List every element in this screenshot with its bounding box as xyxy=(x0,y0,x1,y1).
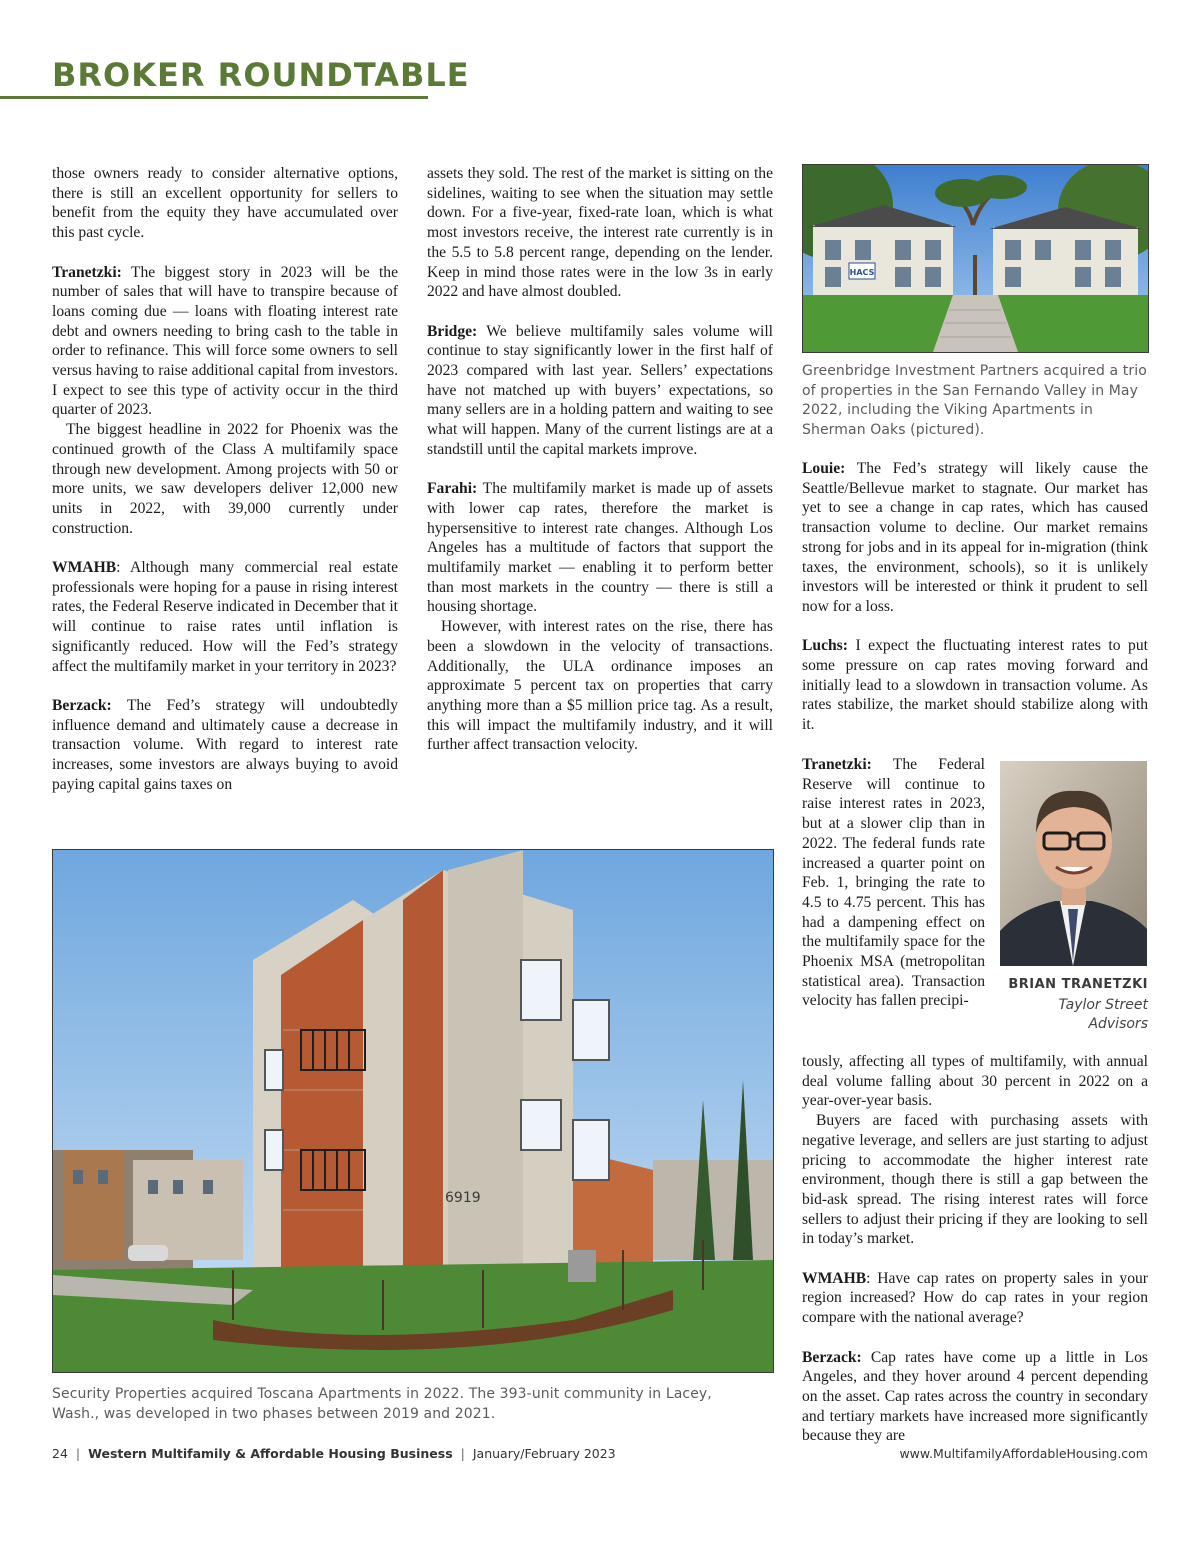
section-title: BROKER ROUNDTABLE xyxy=(52,56,470,94)
column-3-wrap xyxy=(802,755,985,1011)
section-rule xyxy=(0,96,428,99)
speaker-name: Berzack: xyxy=(802,1348,862,1366)
speaker-name: WMAHB xyxy=(802,1269,867,1287)
column-3-lower xyxy=(802,1052,1148,1466)
speaker-name: Farahi: xyxy=(427,480,478,498)
paragraph: However, with interest rates on the rise, there has been a slowdown in the velocity of transactions. Additionally, the ULA ordinance imposes an approximate 5 percent tax on properties that carry anything more than a $5 million price tag. As a result, this will impact the multifamily industry, and it will further affect transaction velocity. xyxy=(427,618,773,754)
viking-apartments-photo xyxy=(802,164,1149,353)
paragraph: assets they sold. The rest of the market is sitting on the sidelines, waiting to see when the situation may settle down. For a five-year, fixed-rate loan, which is what most investors receive, the interest rate currently is in the 5.5 to 5.8 percent range, depending on the lender. Keep in mind those rates were in the low 3s in early 2022 and have almost doubled. xyxy=(427,165,773,301)
speaker-name: Louie: xyxy=(802,460,846,477)
page-number: 24 xyxy=(52,1446,68,1461)
brian-tranetzki-headshot xyxy=(1000,761,1147,966)
speaker-name: WMAHB xyxy=(52,559,117,577)
speaker-name: Luchs: xyxy=(802,637,848,655)
paragraph: Buyers are faced with purchasing assets with negative leverage, and sellers are just starting to adjust pricing to accommodate the higher interest rate environment, though there is still a gap between the bid-ask spread. The rising interest rates will force sellers to adjust their pricing if they are looking to sell in today’s market. xyxy=(802,1112,1148,1248)
column-1 xyxy=(52,164,398,814)
building-number: 6919 xyxy=(445,1190,481,1206)
paragraph: tously, affecting all types of multifamily, with annual deal volume falling about 30 percent in 2022 on a year-over-year basis. xyxy=(802,1053,1148,1110)
speaker-name: Tranetzki: xyxy=(802,756,872,773)
footer-left: 24 | Western Multifamily & Affordable Housing Business | January/February 2023 xyxy=(52,1446,616,1461)
toscana-apartments-photo xyxy=(52,849,774,1373)
column-2 xyxy=(427,164,773,775)
speaker-name: Bridge: xyxy=(427,322,478,340)
question: WMAHB: Have cap rates on property sales in your region increased? How do cap rates in your region compare with the national average? xyxy=(802,1269,1148,1327)
speaker-name: Berzack: xyxy=(52,696,112,714)
paragraph: The biggest headline in 2022 for Phoenix was the continued growth of the Class A multifamily space through new development. Among projects with 50 or more units, we saw developers deliver 12,000 new units in 2022, with 39,000 currently under construction. xyxy=(52,421,398,537)
bio-name: BRIAN TRANETZKI xyxy=(1008,977,1148,992)
main-photo-caption: Security Properties acquired Toscana Apartments in 2022. The 393-unit community in Lacey, Wash., was developed in two phases between 2019 and 2021. xyxy=(52,1386,712,1422)
paragraph: those owners ready to consider alternative options, there is still an excellent opportunity for sellers to benefit from the equity they have accumulated over this past cycle. xyxy=(52,165,398,242)
paragraph: Berzack: The Fed’s strategy will undoubtedly influence demand and ultimately cause a decrease in transaction volume. With regard to interest rate increases, some investors are always buying to avoid paying capital gains taxes on xyxy=(52,696,398,793)
speaker-name: Tranetzki: xyxy=(52,263,122,281)
sign-text: HACS xyxy=(849,268,875,277)
paragraph: Berzack: Cap rates have come up a little in Los Angeles, and they hover around 4 percent depending on the asset. Cap rates across the country in secondary and tertiary markets have increased more significantly because they are xyxy=(802,1348,1148,1445)
paragraph: Tranetzki: The biggest story in 2023 will be the number of sales that will have to transpire because of loans coming due — loans with floating interest rate debt and owners needing to bring cash to the table in order to refinance. This will force some owners to sell versus having to raise additional capital from investors. I expect to see this type of activity occur in the third quarter of 2023. xyxy=(52,263,398,419)
paragraph: Louie: The Fed’s strategy will likely cause the Seattle/Bellevue market to stagnate. Our market has yet to see a change in cap rates, which has caused transaction volume to decline. Our market remains strong for jobs and in its appeal for in-migration (think taxes, the environment, schools), so it is unlikely investors will be interested or think it prudent to sell now for a loss. xyxy=(802,460,1148,615)
footer-url[interactable]: www.MultifamilyAffordableHousing.com xyxy=(899,1446,1148,1461)
question: WMAHB: Although many commercial real estate professionals were hoping for a pause in rising interest rates, the Federal Reserve indicated in December that it will continue to raise rates until inflation is significantly reduced. How will the Fed’s strategy affect the multifamily market in your territory in 2023? xyxy=(52,559,398,675)
paragraph: Farahi: The multifamily market is made up of assets with lower cap rates, therefore the market is hypersensitive to interest rate changes. Although Los Angeles has a multitude of factors that support the multifamily market — enabling it to perform better than most markets in the country — there is still a housing shortage. xyxy=(427,480,773,616)
top-photo-caption: Greenbridge Investment Partners acquired a trio of properties in the San Fernando Valley in May 2022, including the Viking Apartments in Sherman Oaks (pictured). xyxy=(802,363,1147,438)
bio-company: Taylor Street Advisors xyxy=(1058,997,1148,1032)
paragraph: Bridge: We believe multifamily sales volume will continue to stay significantly lower in the first half of 2023 compared with last year. Sellers’ expectations have not matched up with buyers’ expectations, so many sellers are in a holding pattern and waiting to see what will happen. Many of the current listings are at a standstill until the capital markets improve. xyxy=(427,322,773,458)
issue-date: January/February 2023 xyxy=(472,1446,616,1461)
publication-name: Western Multifamily & Affordable Housing Business xyxy=(88,1446,453,1461)
paragraph: Luchs: I expect the fluctuating interest rates to put some pressure on cap rates moving forward and initially lead to a slowdown in transaction volume. As rates stabilize, the market should stabilize along with it. xyxy=(802,637,1148,734)
column-3 xyxy=(802,459,1148,755)
paragraph: Tranetzki: The Federal Reserve will continue to raise interest rates in 2023, but at a slower clip than in 2022. The federal funds rate increased a quarter point on Feb. 1, bringing the rate to 4.5 to 4.75 percent. This has had a dampening effect on the multifamily space for the Phoenix MSA (metropolitan statistical area). Transaction velocity has fallen precipi- xyxy=(802,756,985,1010)
